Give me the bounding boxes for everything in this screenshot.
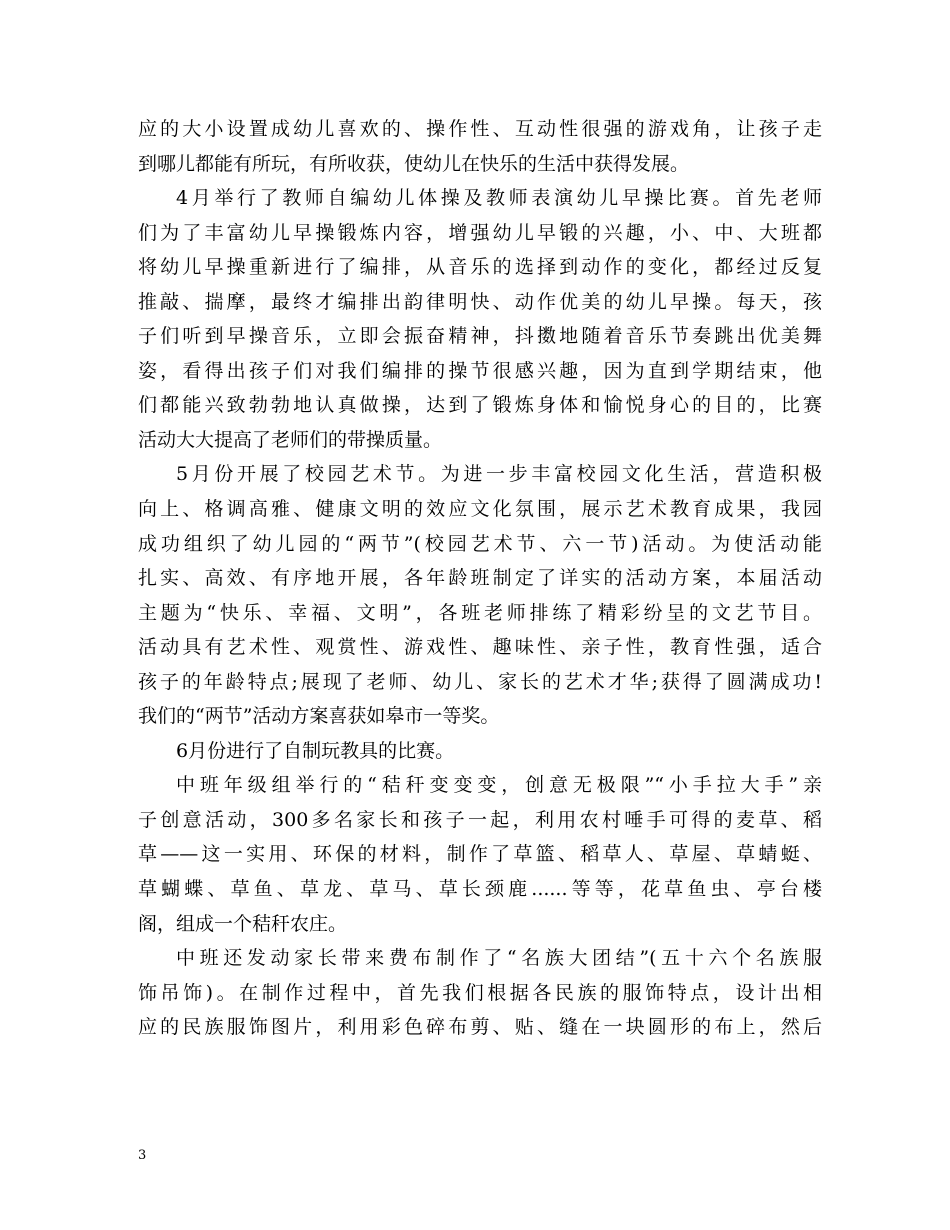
text-line: 阁，组成一个秸秆农庄。 xyxy=(138,912,348,935)
text-line: 活动具有艺术性、观赏性、游戏性、趣味性、亲子性，教育性强，适合 xyxy=(138,636,822,659)
text-line: 4月举行了教师自编幼儿体操及教师表演幼儿早操比赛。首先老师 xyxy=(176,187,822,210)
body-text xyxy=(138,112,822,1045)
text-line: 子们听到早操音乐，立即会振奋精神，抖擞地随着音乐节奏跳出优美舞 xyxy=(138,325,822,348)
text-line: 向上、格调高雅、健康文明的效应文化氛围，展示艺术教育成果，我园 xyxy=(138,498,822,521)
text-line: 草蝴蝶、草鱼、草龙、草马、草长颈鹿......等等，花草鱼虫、亭台楼 xyxy=(138,878,822,901)
text-line: 扎实、高效、有序地开展，各年龄班制定了详实的活动方案，本届活动 xyxy=(138,567,822,590)
text-line: 草——这一实用、环保的材料，制作了草篮、稻草人、草屋、草蜻蜓、 xyxy=(138,843,822,866)
text-line: 6月份进行了自制玩教具的比赛。 xyxy=(176,739,455,762)
text-line: 孩子的年龄特点;展现了老师、幼儿、家长的艺术才华;获得了圆满成功! xyxy=(138,670,822,693)
text-line: 子创意活动，300多名家长和孩子一起，利用农村唾手可得的麦草、稻 xyxy=(138,808,822,831)
text-line: 们为了丰富幼儿早操锻炼内容，增强幼儿早锻的兴趣，小、中、大班都 xyxy=(138,221,822,244)
text-line: 应的大小设置成幼儿喜欢的、操作性、互动性很强的游戏角，让孩子走 xyxy=(138,118,822,140)
text-line: 中班年级组举行的“秸秆变变变，创意无极限”“小手拉大手”亲 xyxy=(176,774,822,797)
text-line: 推敲、揣摩，最终才编排出韵律明快、动作优美的幼儿早操。每天，孩 xyxy=(138,290,822,313)
text-line: 中班还发动家长带来费布制作了“名族大团结”(五十六个名族服 xyxy=(176,947,822,970)
text-line: 饰吊饰)。在制作过程中，首先我们根据各民族的服饰特点，设计出相 xyxy=(138,981,822,1004)
text-line: 应的民族服饰图片，利用彩色碎布剪、贴、缝在一块圆形的布上，然后 xyxy=(138,1016,822,1039)
text-line: 5月份开展了校园艺术节。为进一步丰富校园文化生活，营造积极 xyxy=(176,463,822,486)
text-line: 主题为“快乐、幸福、文明”，各班老师排练了精彩纷呈的文艺节目。 xyxy=(138,601,822,624)
text-line: 我们的“两节”活动方案喜获如皋市一等奖。 xyxy=(138,705,500,728)
page-number: 3 xyxy=(138,1148,147,1163)
text-line: 活动大大提高了老师们的带操质量。 xyxy=(138,428,443,451)
text-line: 们都能兴致勃勃地认真做操，达到了锻炼身体和愉悦身心的目的，比赛 xyxy=(138,394,822,417)
text-line: 将幼儿早操重新进行了编排，从音乐的选择到动作的变化，都经过反复 xyxy=(138,256,822,279)
text-line: 成功组织了幼儿园的“两节”(校园艺术节、六一节)活动。为使活动能 xyxy=(138,532,822,555)
text-line: 到哪儿都能有所玩，有所收获，使幼儿在快乐的生活中获得发展。 xyxy=(138,152,690,175)
text-line: 姿，看得出孩子们对我们编排的操节很感兴趣，因为直到学期结束，他 xyxy=(138,359,822,382)
